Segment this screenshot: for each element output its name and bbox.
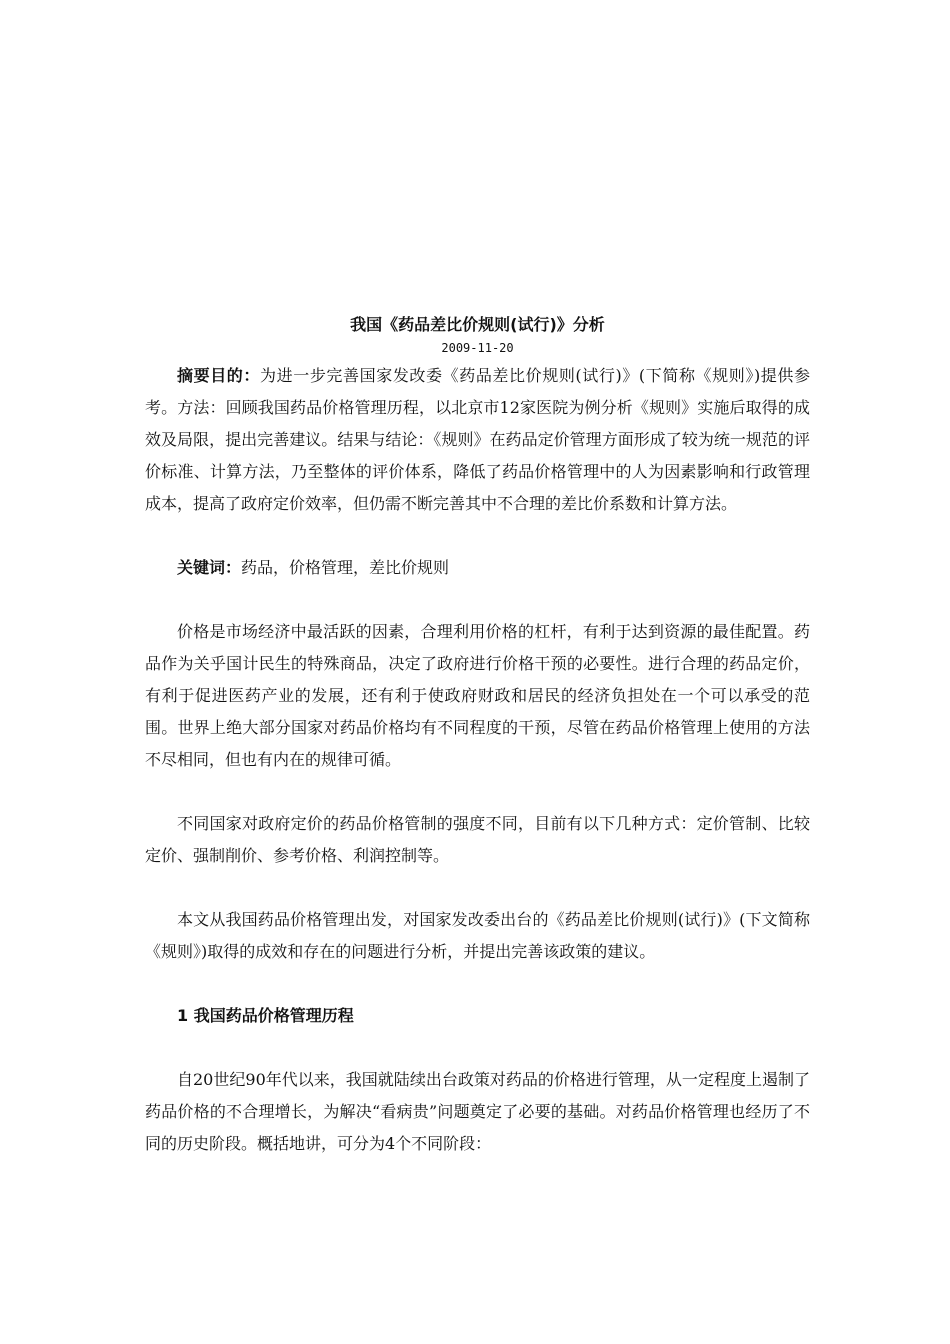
abstract-label: 摘要目的：	[177, 366, 261, 385]
body-paragraph-3: 本文从我国药品价格管理出发，对国家发改委出台的《药品差比价规则(试行)》(下文简称《规则》)取得的成效和存在的问题进行分析，并提出完善该政策的建议。	[145, 910, 810, 961]
spacer	[145, 872, 810, 904]
spacer	[145, 776, 810, 808]
abstract-text: 为进一步完善国家发改委《药品差比价规则(试行)》(下简称《规则》)提供参考。方法：回顾我国药品价格管理历程，以北京市12家医院为例分析《规则》实施后取得的成效及局限，提出完善建议。结果与结论：《规则》在药品定价管理方面形成了较为统一规范的评价标准、计算方法，乃至整体的评价体系，降低了药品价格管理中的人为因素影响和行政管理成本，提高了政府定价效率，但仍需不断完善其中不合理的差比价系数和计算方法。	[145, 366, 810, 513]
document-date: 2009-11-20	[441, 341, 514, 355]
body-paragraph-1: 价格是市场经济中最活跃的因素，合理利用价格的杠杆，有利于达到资源的最佳配置。药品作为关乎国计民生的特殊商品，决定了政府进行价格干预的必要性。进行合理的药品定价，有利于促进医药产业的发展，还有利于使政府财政和居民的经济负担处在一个可以承受的范围。世界上绝大部分国家对药品价格均有不同程度的干预，尽管在药品价格管理上使用的方法不尽相同，但也有内在的规律可循。	[145, 622, 810, 769]
keywords-label: 关键词：	[177, 558, 242, 577]
abstract-paragraph	[145, 360, 810, 520]
spacer	[145, 520, 810, 552]
section-heading: 1 我国药品价格管理历程	[177, 1006, 354, 1025]
spacer	[145, 1032, 810, 1064]
section-paragraph: 自20世纪90年代以来，我国就陆续出台政策对药品的价格进行管理，从一定程度上遏制了药品价格的不合理增长，为解决“看病贵”问题奠定了必要的基础。对药品价格管理也经历了不同的历史阶段。概括地讲，可分为4个不同阶段：	[145, 1070, 810, 1153]
document-title: 我国《药品差比价规则(试行)》分析	[350, 315, 605, 334]
keywords-paragraph	[145, 552, 810, 584]
spacer	[145, 584, 810, 616]
body-paragraph-2: 不同国家对政府定价的药品价格管制的强度不同，目前有以下几种方式：定价管制、比较定价、强制削价、参考价格、利润控制等。	[145, 814, 810, 865]
spacer	[145, 968, 810, 1000]
keywords-text: 药品，价格管理，差比价规则	[241, 558, 450, 577]
document-page	[145, 312, 810, 1160]
